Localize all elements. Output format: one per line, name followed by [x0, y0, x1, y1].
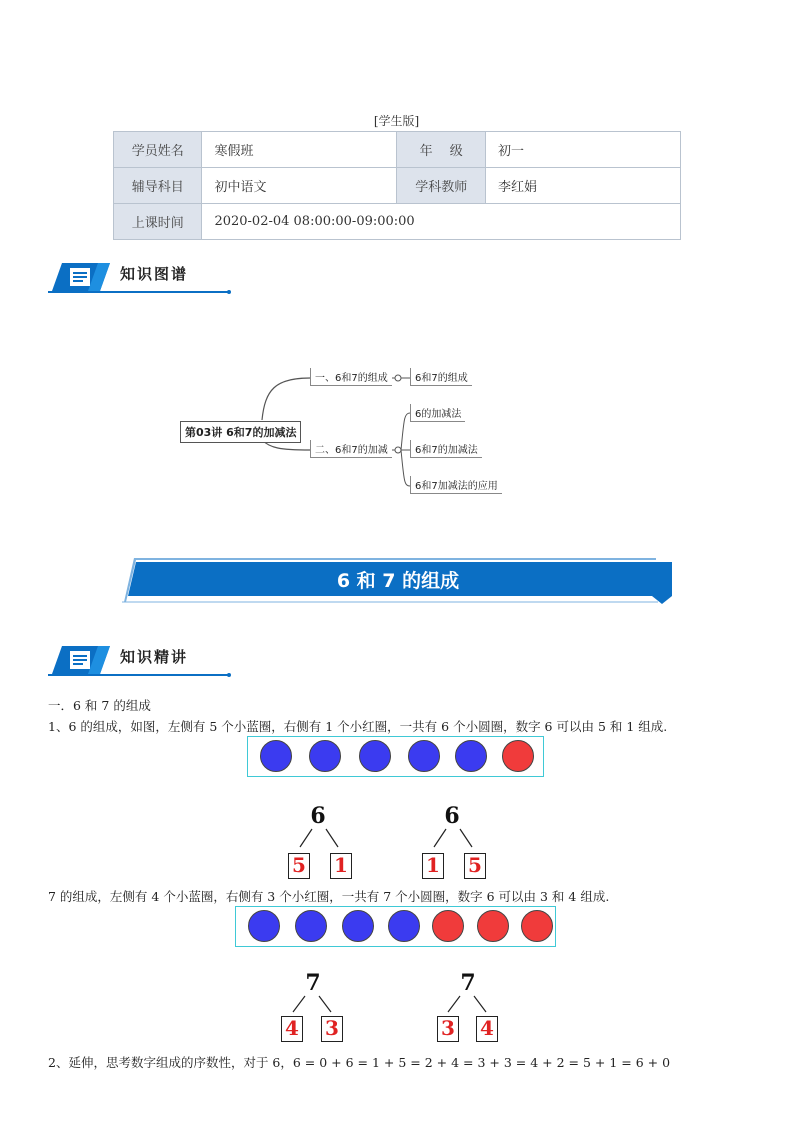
- tree-right-number: 4: [476, 1016, 498, 1042]
- name-value: 寒假班: [202, 132, 397, 168]
- red-circle: [432, 910, 464, 942]
- section-title-knowledge-map: 知识图谱: [120, 265, 189, 283]
- version-label: [学生版]: [373, 114, 420, 128]
- subject-value: 初中语文: [202, 168, 397, 204]
- blue-circle: [455, 740, 487, 772]
- mindmap-branch-2-child: 6和7的加减法: [410, 440, 482, 458]
- heading-composition: 一．6 和 7 的组成: [48, 698, 151, 713]
- mindmap-branch-2-child: 6和7加减法的应用: [410, 476, 502, 494]
- tree-right-number: 5: [464, 853, 486, 879]
- mindmap-root: 第03讲 6和7的加减法: [180, 421, 301, 443]
- tree-left-number: 5: [288, 853, 310, 879]
- tree-top-number: 7: [305, 970, 321, 996]
- section-header-knowledge-map: [48, 260, 233, 294]
- blue-circle: [260, 740, 292, 772]
- red-circle: [477, 910, 509, 942]
- blue-circle: [248, 910, 280, 942]
- tree-right-number: 3: [321, 1016, 343, 1042]
- number-tree-seven-a: [273, 970, 353, 1054]
- blue-circle: [359, 740, 391, 772]
- teacher-label: 学科教师: [397, 168, 485, 204]
- tree-left-number: 1: [422, 853, 444, 879]
- tree-left-number: 3: [437, 1016, 459, 1042]
- tree-top-number: 7: [460, 970, 476, 996]
- name-label: 学员姓名: [114, 132, 202, 168]
- blue-circle: [408, 740, 440, 772]
- tree-left-number: 4: [281, 1016, 303, 1042]
- paragraph-six-composition: 1、6 的组成，如图，左侧有 5 个小蓝圈，右侧有 1 个小红圈，一共有 6 个小圆圈，数字 6 可以由 5 和 1 组成.: [48, 719, 668, 734]
- time-label: 上课时间: [114, 204, 202, 240]
- banner-title: 6 和 7 的组成: [336, 570, 460, 592]
- circle-row-seven: [235, 906, 556, 947]
- subject-label: 辅导科目: [114, 168, 202, 204]
- grade-value: 初一: [485, 132, 680, 168]
- blue-circle: [295, 910, 327, 942]
- mindmap-branch-2: 二、6和7的加减: [310, 440, 392, 458]
- student-info-table: [113, 131, 681, 240]
- tree-top-number: 6: [444, 803, 460, 829]
- mindmap-branch-2-child: 6的加减法: [410, 404, 465, 422]
- number-tree-six-a: [280, 803, 360, 887]
- tree-right-number: 1: [330, 853, 352, 879]
- section-title-knowledge-explain: 知识精讲: [120, 648, 189, 666]
- section-header-knowledge-explain: [48, 643, 233, 677]
- number-tree-seven-b: [428, 970, 508, 1054]
- number-tree-six-b: [414, 803, 494, 887]
- paragraph-extension: 2、延伸，思考数字组成的序数性，对于 6，6 = 0 + 6 = 1 + 5 = 2 + 4 = 3 + 3 = 4 + 2 = 5 + 1 = 6 + 0: [48, 1055, 671, 1070]
- red-circle: [502, 740, 534, 772]
- time-value: 2020-02-04 08:00:00-09:00:00: [202, 204, 681, 240]
- teacher-value: 李红娟: [485, 168, 680, 204]
- blue-circle: [342, 910, 374, 942]
- blue-circle: [388, 910, 420, 942]
- circle-row-six: [247, 736, 544, 777]
- paragraph-seven-composition: 7 的组成，左侧有 4 个小蓝圈，右侧有 3 个小红圈，一共有 7 个小圆圈，数字 6 可以由 3 和 4 组成.: [48, 889, 610, 904]
- mindmap-branch-1: 一、6和7的组成: [310, 368, 392, 386]
- grade-label: 年 级: [397, 132, 485, 168]
- mindmap-branch-1-child: 6和7的组成: [410, 368, 472, 386]
- chapter-banner: [122, 558, 674, 606]
- blue-circle: [309, 740, 341, 772]
- tree-top-number: 6: [310, 803, 326, 829]
- red-circle: [521, 910, 553, 942]
